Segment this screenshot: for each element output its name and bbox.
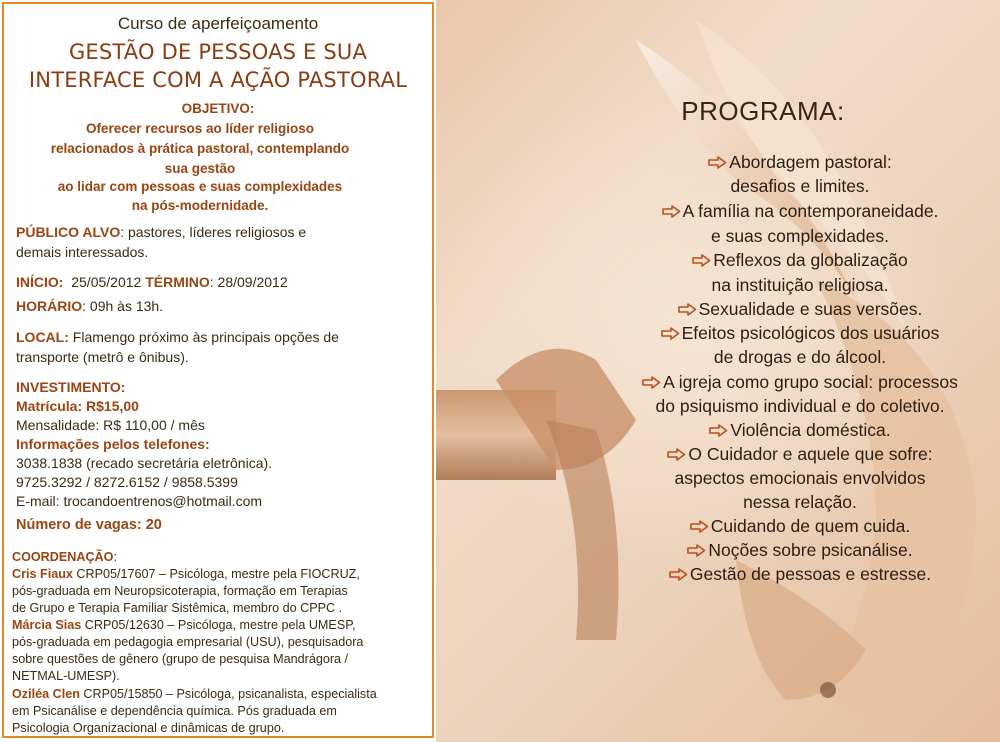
coordination-line: [12, 618, 356, 632]
program-item: [436, 372, 1000, 393]
program-item-text: O Cuidador e aquele que sofre:: [688, 444, 933, 464]
start-label: INÍCIO:: [16, 274, 64, 290]
coordinator-description: NETMAL-UMESP).: [12, 669, 120, 683]
program-item-text: do psiquismo individual e do coletivo.: [655, 396, 945, 416]
program-item-text: desafios e limites.: [730, 176, 870, 196]
program-item: [436, 420, 1000, 441]
coordination-line: [12, 635, 363, 649]
right-arrow-outline-icon: [667, 448, 686, 461]
coordinator-name: Márcia Sias: [12, 618, 82, 632]
program-item-text: na instituição religiosa.: [711, 275, 889, 295]
program-item-text: Violência doméstica.: [730, 420, 891, 440]
program-item: [436, 516, 1000, 537]
program-item: [436, 323, 1000, 344]
coordination-line: [12, 687, 377, 701]
phone-2: 9725.3292 / 8272.6152 / 9858.5399: [16, 474, 238, 490]
course-title-line-2: INTERFACE COM A AÇÃO PASTORAL: [28, 68, 408, 92]
program-item-text: aspectos emocionais envolvidos: [674, 468, 926, 488]
program-item: [436, 492, 1000, 513]
schedule-value: : 09h às 13h.: [82, 298, 164, 314]
end-label: TÉRMINO: [145, 274, 210, 290]
program-item-text: A família na contemporaneidade.: [682, 201, 939, 221]
registration-fee: Matrícula: R$15,00: [16, 398, 139, 414]
coordination-heading: COORDENAÇÃO:: [12, 550, 117, 564]
objective-line: na pós-modernidade.: [131, 198, 269, 213]
investment-heading: INVESTIMENTO:: [16, 379, 126, 395]
location-line-1: [16, 329, 339, 345]
objective-line: sua gestão: [164, 161, 236, 176]
right-arrow-outline-icon: [642, 376, 661, 389]
audience-label: PÚBLICO ALVO: [16, 224, 121, 240]
program-item: [436, 468, 1000, 489]
schedule-line: [16, 298, 163, 314]
right-arrow-outline-icon: [687, 544, 706, 557]
program-item: [436, 564, 1000, 585]
location-value: Flamengo próximo às principais opções de: [68, 329, 339, 345]
coordination-line: [12, 652, 348, 666]
schedule-label: HORÁRIO: [16, 298, 83, 314]
coordinator-description: CRP05/12630 – Psicóloga, mestre pela UMESP,: [81, 618, 356, 632]
location-label: LOCAL:: [16, 329, 69, 345]
phones-heading: Informações pelos telefones:: [16, 436, 210, 452]
coordinator-description: Psicologia Organizacional e dinâmicas de grupo.: [12, 721, 285, 735]
program-item: [436, 176, 1000, 197]
coordinator-name: Cris Fiaux: [12, 567, 73, 581]
coordination-line: [12, 669, 120, 683]
program-item-text: nessa relação.: [743, 492, 857, 512]
right-arrow-outline-icon: [661, 327, 680, 340]
objective-line: Oferecer recursos ao líder religioso: [85, 121, 315, 136]
coordinator-name: Oziléa Clen: [12, 687, 80, 701]
right-arrow-outline-icon: [678, 303, 697, 316]
right-arrow-outline-icon: [690, 520, 709, 533]
program-item-text: Efeitos psicológicos dos usuários: [681, 323, 940, 343]
coordinator-description: CRP05/17607 – Psicóloga, mestre pela FIOCRUZ,: [72, 567, 360, 581]
audience-line-2: demais interessados.: [16, 244, 149, 260]
objective-line: ao lidar com pessoas e suas complexidades: [57, 179, 343, 194]
program-item-text: A igreja como grupo social: processos: [663, 372, 958, 392]
email-address[interactable]: E-mail: trocandoentrenos@hotmail.com: [16, 493, 263, 509]
coordinator-description: CRP05/15850 – Psicóloga, psicanalista, especialista: [79, 687, 377, 701]
program-item-text: Sexualidade e suas versões.: [698, 299, 923, 319]
coordinator-description: em Psicanálise e dependência química. Pós graduada em: [12, 704, 337, 718]
right-arrow-outline-icon: [708, 156, 727, 169]
coordinator-description: pós-graduada em Neuropsicoterapia, formação em Terapias: [12, 584, 348, 598]
program-item: [436, 201, 1000, 222]
right-arrow-outline-icon: [692, 254, 711, 267]
start-date: 25/05/2012: [71, 274, 142, 290]
program-item: [436, 250, 1000, 271]
right-arrow-outline-icon: [709, 424, 728, 437]
objective-line: relacionados à prática pastoral, contemplando: [50, 141, 350, 156]
coordination-line: [12, 567, 360, 581]
right-arrow-outline-icon: [669, 568, 688, 581]
end-date: : 28/09/2012: [209, 274, 288, 290]
audience-value: : pastores, líderes religiosos e: [120, 224, 307, 240]
coordinator-description: sobre questões de gênero (grupo de pesquisa Mandrágora /: [12, 652, 349, 666]
program-item: [436, 540, 1000, 561]
coordination-line: [12, 584, 348, 598]
program-item-text: e suas complexidades.: [710, 226, 890, 246]
monthly-fee: Mensalidade: R$ 110,00 / mês: [16, 417, 205, 433]
program-item: [436, 152, 1000, 173]
program-item: [436, 347, 1000, 368]
course-title-line-1: GESTÃO DE PESSOAS E SUA: [68, 40, 368, 64]
phone-1: 3038.1838 (recado secretária eletrônica).: [16, 455, 273, 471]
audience-line-1: [16, 224, 306, 240]
coordinator-description: pós-graduada em pedagogia empresarial (USU), pesquisadora: [12, 635, 364, 649]
program-title: PROGRAMA:: [681, 96, 845, 126]
coordination-line: [12, 721, 284, 735]
program-item-text: Noções sobre psicanálise.: [708, 540, 913, 560]
coordination-line: [12, 601, 342, 615]
course-info-panel: [2, 2, 434, 738]
program-item-text: Cuidando de quem cuida.: [710, 516, 911, 536]
right-arrow-outline-icon: [662, 205, 681, 218]
program-item: [436, 396, 1000, 417]
objective-heading: OBJETIVO:: [181, 101, 255, 116]
program-item-text: Gestão de pessoas e estresse.: [689, 564, 932, 584]
coordinator-description: de Grupo e Terapia Familiar Sistêmica, membro do CPPC .: [12, 601, 343, 615]
coordination-line: [12, 704, 337, 718]
program-panel: [436, 0, 1000, 742]
course-type: Curso de aperfeiçoamento: [117, 14, 319, 33]
program-item: [436, 275, 1000, 296]
program-item: [436, 226, 1000, 247]
vacancies: Número de vagas: 20: [16, 517, 162, 533]
program-item-text: Reflexos da globalização: [713, 250, 908, 270]
dates-line: [16, 274, 288, 290]
program-item-text: de drogas e do álcool.: [713, 347, 887, 367]
program-item-text: Abordagem pastoral:: [729, 152, 892, 172]
location-line-2: transporte (metrô e ônibus).: [16, 349, 189, 365]
program-item: [436, 299, 1000, 320]
program-item: [436, 444, 1000, 465]
